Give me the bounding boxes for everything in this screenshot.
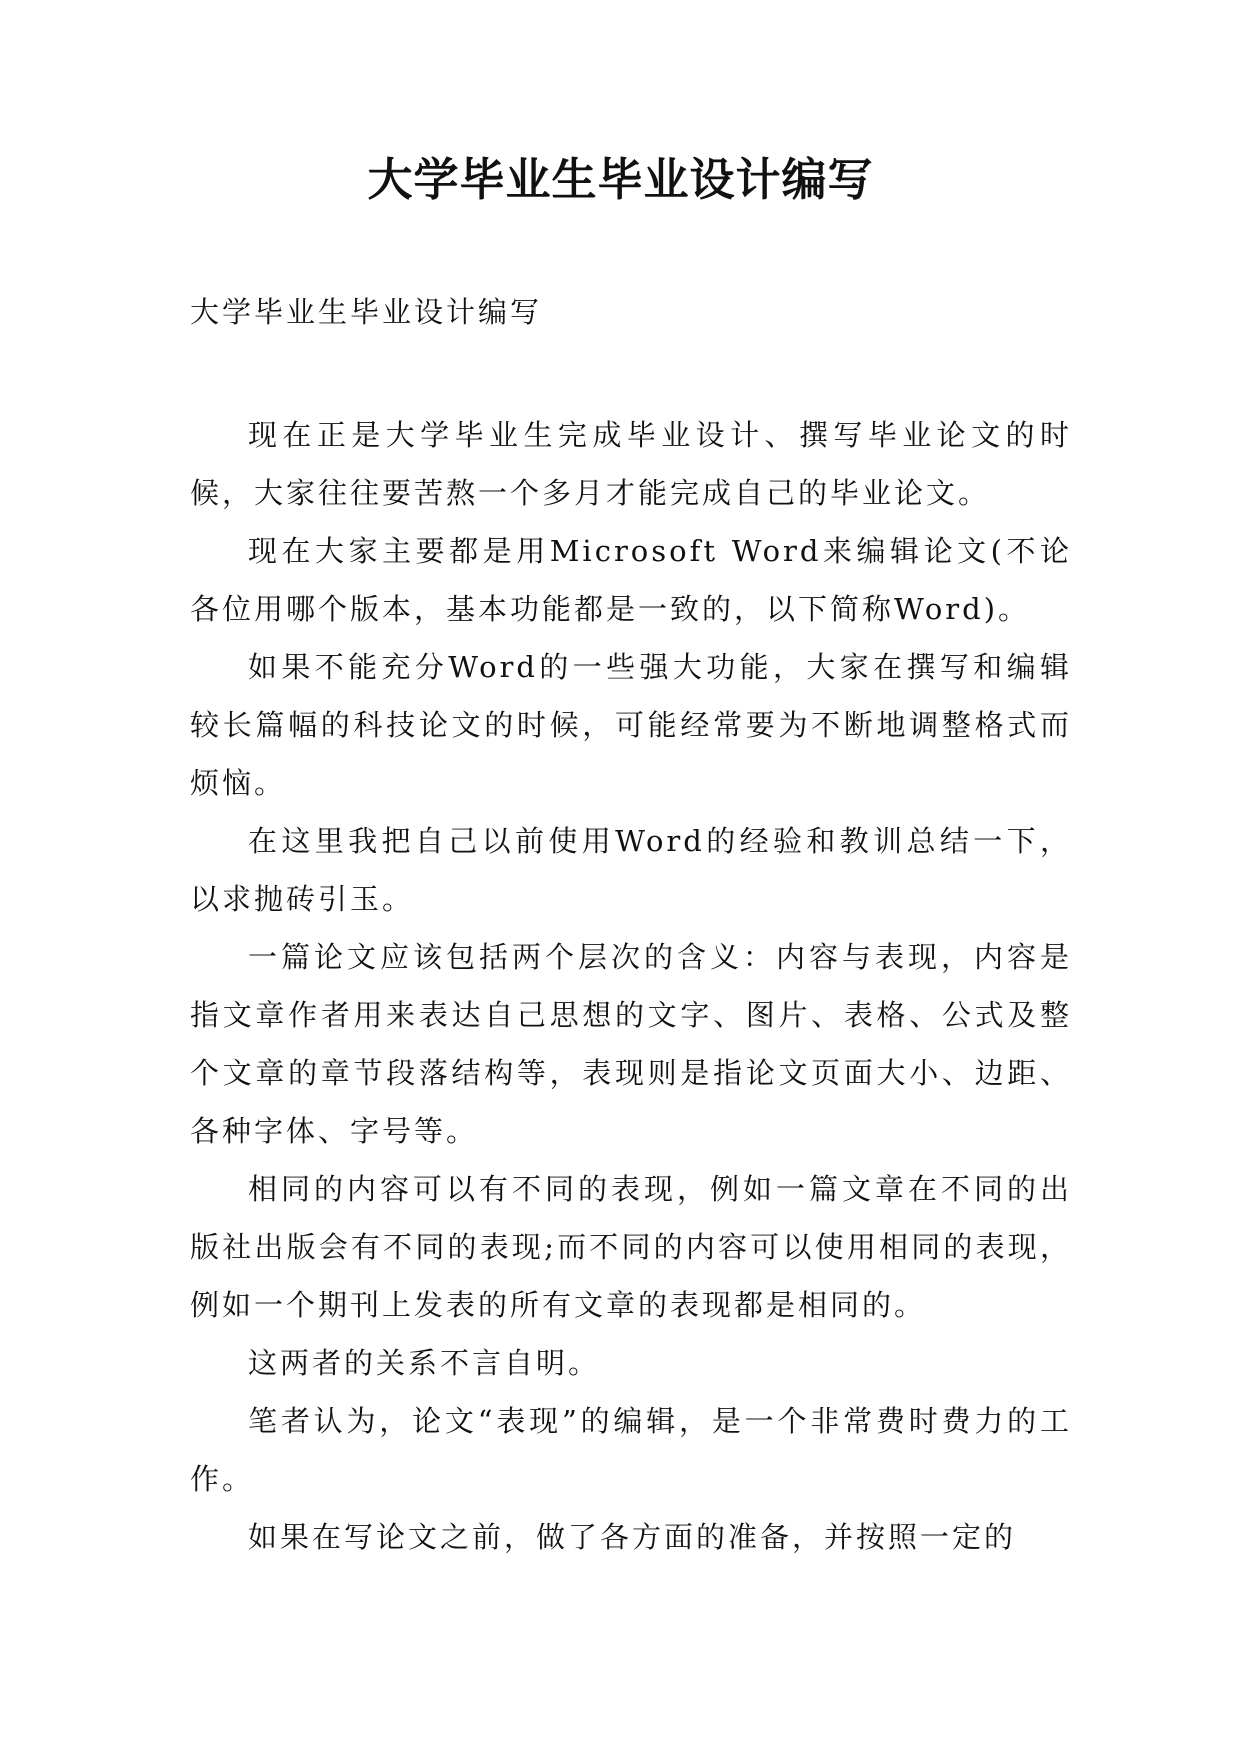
document-subtitle: 大学毕业生毕业设计编写 — [190, 295, 543, 329]
paragraph: 如果不能充分Word的一些强大功能，大家在撰写和编辑较长篇幅的科技论文的时候，可能经常要为不断地调整格式而烦恼。 — [190, 650, 1072, 800]
paragraph: 现在大家主要都是用Microsoft Word来编辑论文(不论各位用哪个版本，基本功能都是一致的，以下简称Word)。 — [190, 534, 1072, 626]
paragraph: 笔者认为，论文“表现”的编辑，是一个非常费时费力的工作。 — [190, 1404, 1072, 1496]
document-body — [190, 406, 1072, 1566]
paragraph: 相同的内容可以有不同的表现，例如一篇文章在不同的出版社出版会有不同的表现;而不同的内容可以使用相同的表现，例如一个期刊上发表的所有文章的表现都是相同的。 — [190, 1172, 1072, 1322]
paragraph: 如果在写论文之前，做了各方面的准备，并按照一定的 — [248, 1520, 1017, 1554]
paragraph: 现在正是大学毕业生完成毕业设计、撰写毕业论文的时候，大家往往要苦熬一个多月才能完成自己的毕业论文。 — [190, 418, 1072, 510]
paragraph: 这两者的关系不言自明。 — [248, 1346, 601, 1380]
document-title: 大学毕业生毕业设计编写 — [367, 153, 874, 206]
paragraph: 一篇论文应该包括两个层次的含义：内容与表现，内容是指文章作者用来表达自己思想的文字、图片、表格、公式及整个文章的章节段落结构等，表现则是指论文页面大小、边距、各种字体、字号等。 — [190, 940, 1072, 1148]
paragraph: 在这里我把自己以前使用Word的经验和教训总结一下，以求抛砖引玉。 — [190, 824, 1072, 916]
